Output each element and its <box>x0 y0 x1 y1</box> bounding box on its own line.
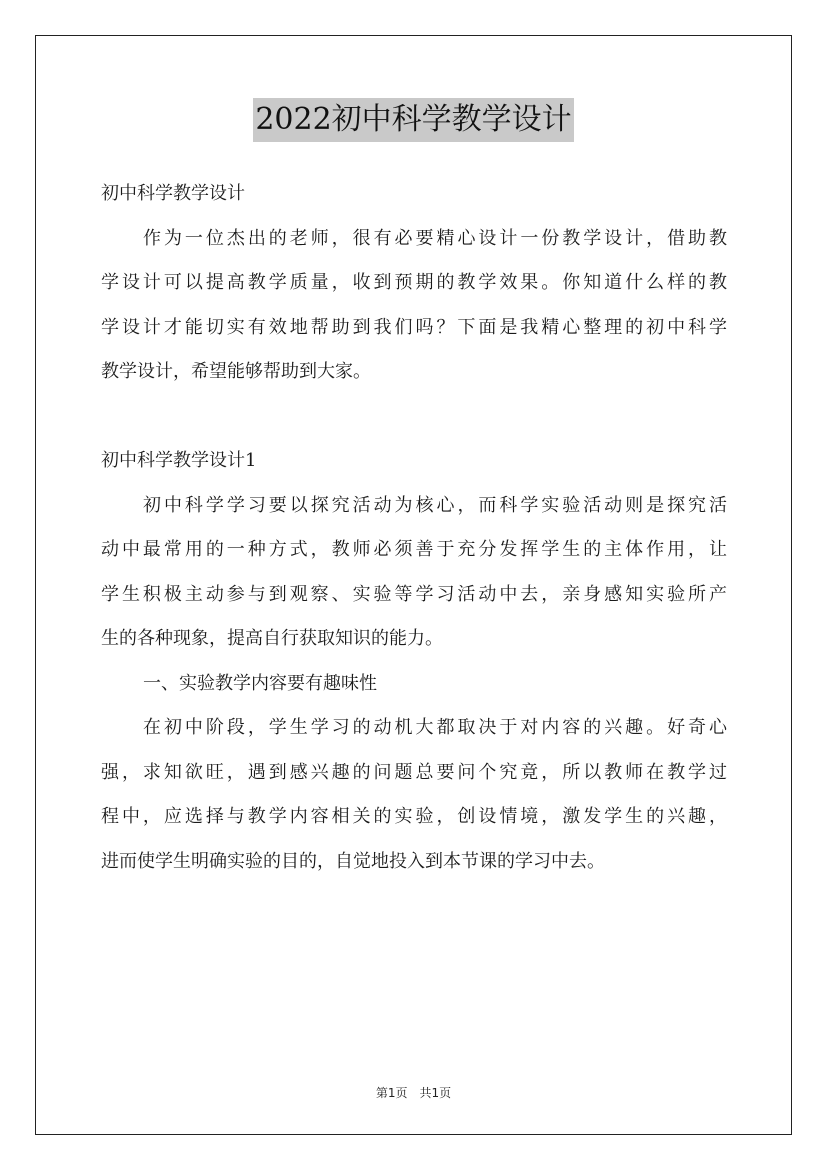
paragraph-line: 学生积极主动参与到观察、实验等学习活动中去，亲身感知实验所产 <box>101 583 727 605</box>
intro-line: 学设计才能切实有效地帮助到我们吗？下面是我精心整理的初中科学 <box>101 316 727 338</box>
section-heading: 初中科学教学设计1 <box>101 450 257 471</box>
subheading: 一、实验教学内容要有趣味性 <box>143 672 377 694</box>
intro-line: 学设计可以提高教学质量，收到预期的教学效果。你知道什么样的教 <box>101 272 727 293</box>
paragraph-line: 生的各种现象，提高自行获取知识的能力。 <box>101 628 443 649</box>
paragraph-line: 强，求知欲旺，遇到感兴趣的问题总要问个究竟，所以教师在教学过 <box>101 761 727 783</box>
intro-line: 教学设计，希望能够帮助到大家。 <box>101 361 371 382</box>
document-body <box>101 172 727 884</box>
paragraph-line: 在初中阶段，学生学习的动机大都取决于对内容的兴趣。好奇心 <box>143 717 727 738</box>
document-title: 2022初中科学教学设计 <box>253 98 573 142</box>
document-heading: 初中科学教学设计 <box>101 183 245 204</box>
intro-line: 作为一位杰出的老师，很有必要精心设计一份教学设计，借助教 <box>143 227 727 249</box>
title-container <box>0 98 827 142</box>
paragraph-line: 程中，应选择与教学内容相关的实验，创设情境，激发学生的兴趣， <box>101 806 727 827</box>
paragraph-line: 进而使学生明确实验的目的，自觉地投入到本节课的学习中去。 <box>101 850 605 872</box>
paragraph-line: 动中最常用的一种方式，教师必须善于充分发挥学生的主体作用，让 <box>101 539 727 560</box>
spacer <box>101 395 727 440</box>
paragraph-line: 初中科学学习要以探究活动为核心，而科学实验活动则是探究活 <box>143 494 727 516</box>
page-number-footer: 第1页 共1页 <box>375 1086 452 1100</box>
